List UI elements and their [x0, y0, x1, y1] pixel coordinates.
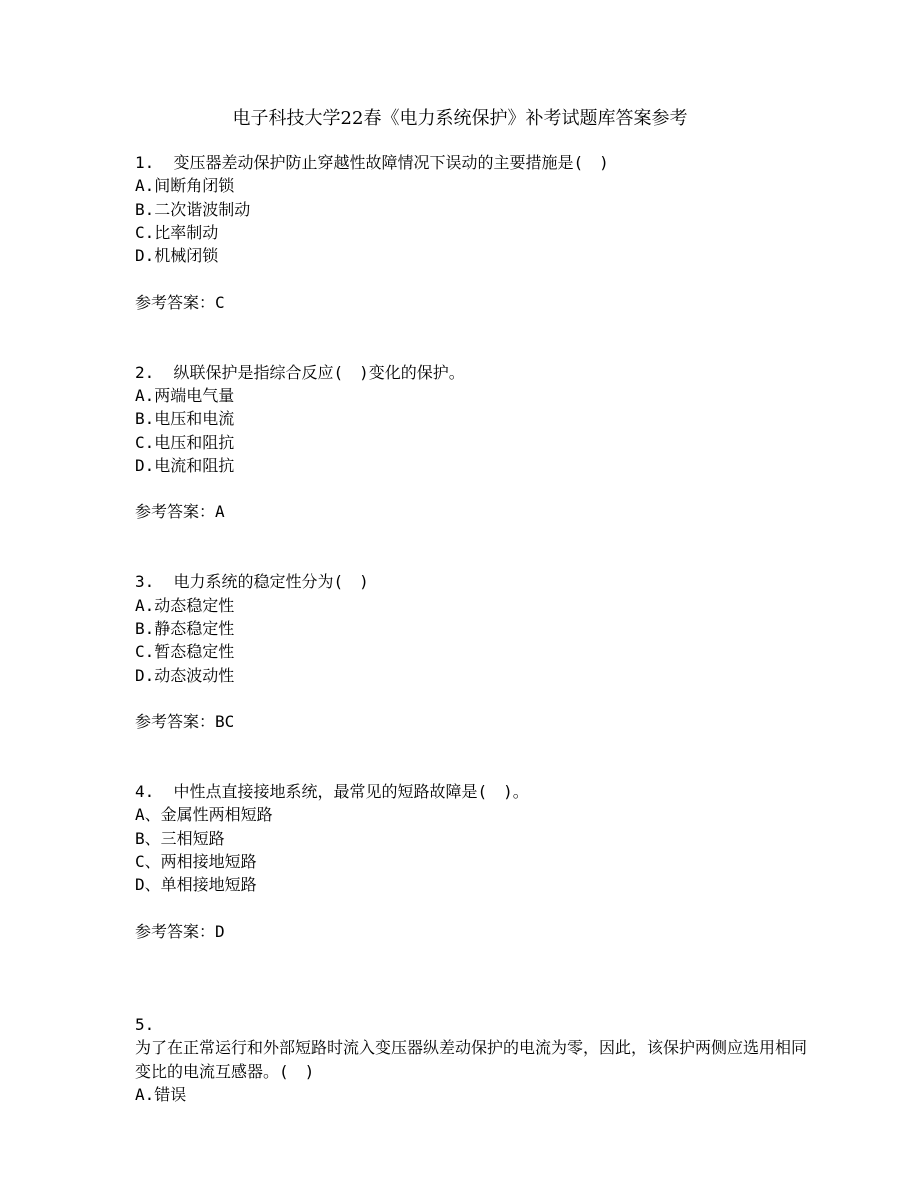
- question-3-text: 电力系统的稳定性分为( ): [173, 572, 369, 592]
- answer-label: 参考答案：: [135, 921, 216, 941]
- question-3-option-c: C.暂态稳定性: [135, 642, 235, 662]
- answer-label: 参考答案：: [135, 502, 216, 522]
- answer-label: 参考答案：: [135, 712, 216, 732]
- page-title: 电子科技大学22春《电力系统保护》补考试题库答案参考: [232, 108, 688, 129]
- question-2-answer: [135, 500, 815, 523]
- question-2-option-d: D.电流和阻抗: [135, 455, 235, 475]
- question-3-answer: [135, 710, 815, 733]
- question-5-text: 为了在正常运行和外部短路时流入变压器纵差动保护的电流为零，因此，该保护两侧应选用相同变比的电流互感器。( ): [135, 1038, 808, 1081]
- question-2-number: 2.: [135, 362, 155, 382]
- question-1-stem: [135, 151, 815, 174]
- question-3-number: 3.: [135, 572, 155, 592]
- question-list: [135, 151, 815, 1106]
- question-3-stem: [135, 570, 815, 593]
- question-3-option-b: B.静态稳定性: [135, 618, 235, 638]
- question-1-option-c: C.比率制动: [135, 222, 219, 242]
- question-1-text: 变压器差动保护防止穿越性故障情况下误动的主要措施是( ): [173, 153, 609, 172]
- question-4-stem: [135, 780, 815, 803]
- question-2-stem: [135, 361, 815, 384]
- question-3-answer-value: BC: [215, 712, 235, 732]
- question-2-text: 纵联保护是指综合反应( )变化的保护。: [173, 362, 465, 382]
- question-1-answer-value: C: [215, 292, 225, 312]
- question-5: [135, 1013, 815, 1106]
- answer-label: 参考答案：: [135, 292, 216, 312]
- question-4-option-d: D、单相接地短路: [135, 875, 257, 895]
- question-2-option-b: B.电压和电流: [135, 409, 235, 429]
- question-4-option-c: C、两相接地短路: [135, 851, 257, 871]
- question-5-number: 5.: [135, 1014, 155, 1034]
- question-3: [135, 570, 815, 733]
- question-4-answer: [135, 920, 815, 943]
- question-1-answer: [135, 291, 815, 314]
- question-2-option-c: C.电压和阻抗: [135, 432, 235, 452]
- question-4: [135, 780, 815, 943]
- question-1-option-a: A.间断角闭锁: [135, 176, 235, 196]
- question-2-option-a: A.两端电气量: [135, 385, 235, 405]
- question-4-number: 4.: [135, 782, 155, 802]
- question-3-option-d: D.动态波动性: [135, 665, 235, 685]
- question-5-option-a: A.错误: [135, 1084, 187, 1104]
- question-2-answer-value: A: [215, 502, 225, 522]
- question-3-option-a: A.动态稳定性: [135, 595, 235, 615]
- question-1-number: 1.: [135, 153, 155, 172]
- question-1-option-b: B.二次谐波制动: [135, 199, 251, 219]
- question-1: [135, 151, 815, 314]
- question-1-option-d: D.机械闭锁: [135, 246, 219, 266]
- question-4-text: 中性点直接接地系统，最常见的短路故障是( )。: [173, 782, 529, 802]
- question-4-answer-value: D: [215, 921, 225, 941]
- question-4-option-a: A、金属性两相短路: [135, 805, 273, 825]
- question-2: [135, 361, 815, 524]
- question-4-option-b: B、三相短路: [135, 828, 225, 848]
